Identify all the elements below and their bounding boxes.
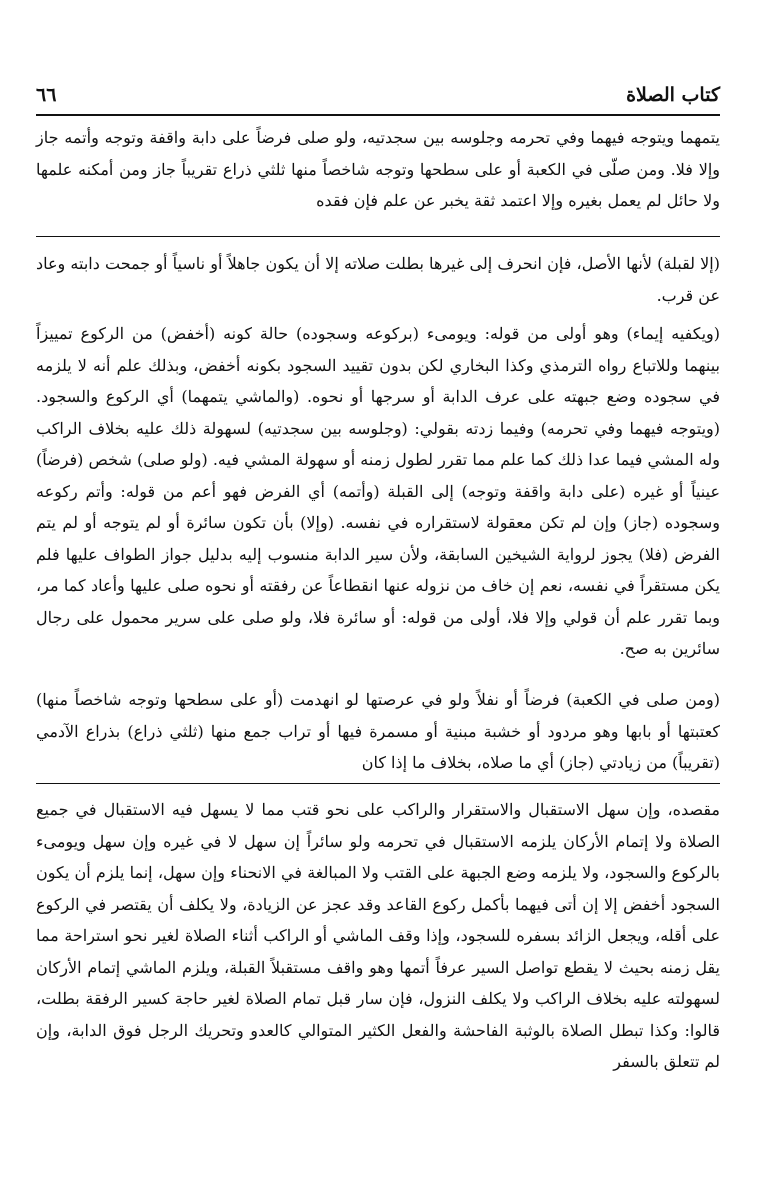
commentary-block-2: [36, 318, 720, 665]
commentary-block-3: [36, 684, 720, 779]
footnote-paragraph: مقصده، وإن سهل الاستقبال والاستقرار والراكب على نحو قتب مما لا يسهل فيه الاستقبال في جميع الصلاة ولا إتمام الأركان يلزمه الاستقبال في تحرمه ولو سائراً إن سهل لا في غيره وإن سهل ويومىء بالركوع والسجود، ولا يلزمه وضع الجبهة على القتب ولا المبالغة في الانحناء وإن سهل، إنما يلزم أن يكون السجود أخفض إلا إن أتى فيهما بأكمل ركوع القاعد وقد عجز عن الزيادة، ولا يكلف أن يقتصر في الركوع على أقله، ويجعل الزائد بسفره للسجود، وإذا وقف الماشي أو الراكب أثناء الصلاة لغير نحو استراحة مما يقل زمنه بحيث لا يقطع تواصل السير عرفاً أتمها وهو واقف مستقبلاً القبلة، ويلزم الماشي إتمام الأركان لسهولته عليه بخلاف الراكب ولا يكلف النزول، فإن سار قبل تمام الصلاة لغير حاجة كسير الرفقة بطلت، قالوا: وكذا تبطل الصلاة بالوثبة الفاحشة والفعل الكثير المتوالي كالعدو وتحريك الرجل فوق الدابة، وإن لم تتعلق بالسفر: [36, 800, 721, 1071]
matn-paragraph: يتمهما ويتوجه فيهما وفي تحرمه وجلوسه بين سجدتيه، ولو صلى فرضاً على دابة واقفة وتوجه وأتمه جاز وإلا فلا. ومن صلّى في الكعبة أو على سطحها وتوجه شاخصاً منها ثلثي ذراع تقريباً جاز ومن أمكنه علمها ولا حائل لم يعمل بغيره وإلا اعتمد ثقة يخبر عن علم فإن فقده: [36, 128, 720, 210]
commentary-paragraph: (ويكفيه إيماء) وهو أولى من قوله: ويومىء (بركوعه وسجوده) حالة كونه (أخفض) من الركوع تمييزاً بينهما وللاتباع رواه الترمذي وكذا البخاري لكن بدون تقييد السجود بكونه أخفض، وبذلك علم أنه لا يلزمه في سجوده وضع جبهته على عرف الدابة أو سرجها أو نحوه. (والماشي يتمهما) أي الركوع والسجود. (ويتوجه فيهما وفي تحرمه) وفيما زدته بقولي: (وجلوسه بين سجدتيه) لسهولة ذلك عليه بخلاف الراكب وله المشي فيما عدا ذلك كما علم مما تقرر لطول زمنه أو سهولة المشي فيه. (ولو صلى) شخص (فرضاً) عينياً أو غيره (على دابة واقفة وتوجه) إلى القبلة (وأتمه) أي الفرض فهو أعم من قوله: وأتم ركوعه وسجوده (جاز) وإن لم تكن معقولة لاستقراره في نفسه. (وإلا) بأن تكون سائرة أو لم يتوجه أو لم يتم الفرض (فلا) يجوز لرواية الشيخين السابقة، ولأن سير الدابة منسوب إليه بدليل جواز الطواف عليها فلم يكن مستقراً في نفسه، نعم إن خاف من نزوله عنها انقطاعاً عن رفقته أو نحوه صلى عليها وأعاد كما مر، وبما تقرر علم أن قولي وإلا فلا، أولى من قوله: أو سائرة فلا، ولو صلى على سرير محمول على رجال سائرين به صح.: [36, 324, 721, 658]
footnote-block: [36, 794, 720, 1078]
commentary-block-1: [36, 248, 720, 311]
commentary-paragraph: (إلا لقبلة) لأنها الأصل، فإن انحرف إلى غيرها بطلت صلاته إلا أن يكون جاهلاً أو ناسياً أو جمحت دابته وعاد عن قرب.: [36, 254, 720, 305]
page-header: [36, 84, 720, 114]
footnote-divider: [36, 783, 720, 784]
matn-divider: [36, 236, 720, 237]
matn-text: [36, 122, 720, 217]
book-title: كتاب الصلاة: [626, 84, 720, 106]
header-rule: [36, 114, 720, 116]
commentary-paragraph: (ومن صلى في الكعبة) فرضاً أو نفلاً ولو في عرصتها لو انهدمت (أو على سطحها وتوجه شاخصاً منها) كعتبتها أو بابها وهو مردود أو خشبة مبنية أو مسمرة فيها أو تراب جمع منها (ثلثي ذراع) بذراع الآدمي (تقريباً) من زيادتي (جاز) أي ما صلاه، بخلاف ما إذا كان: [36, 690, 720, 772]
page-number: ٦٦: [36, 84, 57, 106]
